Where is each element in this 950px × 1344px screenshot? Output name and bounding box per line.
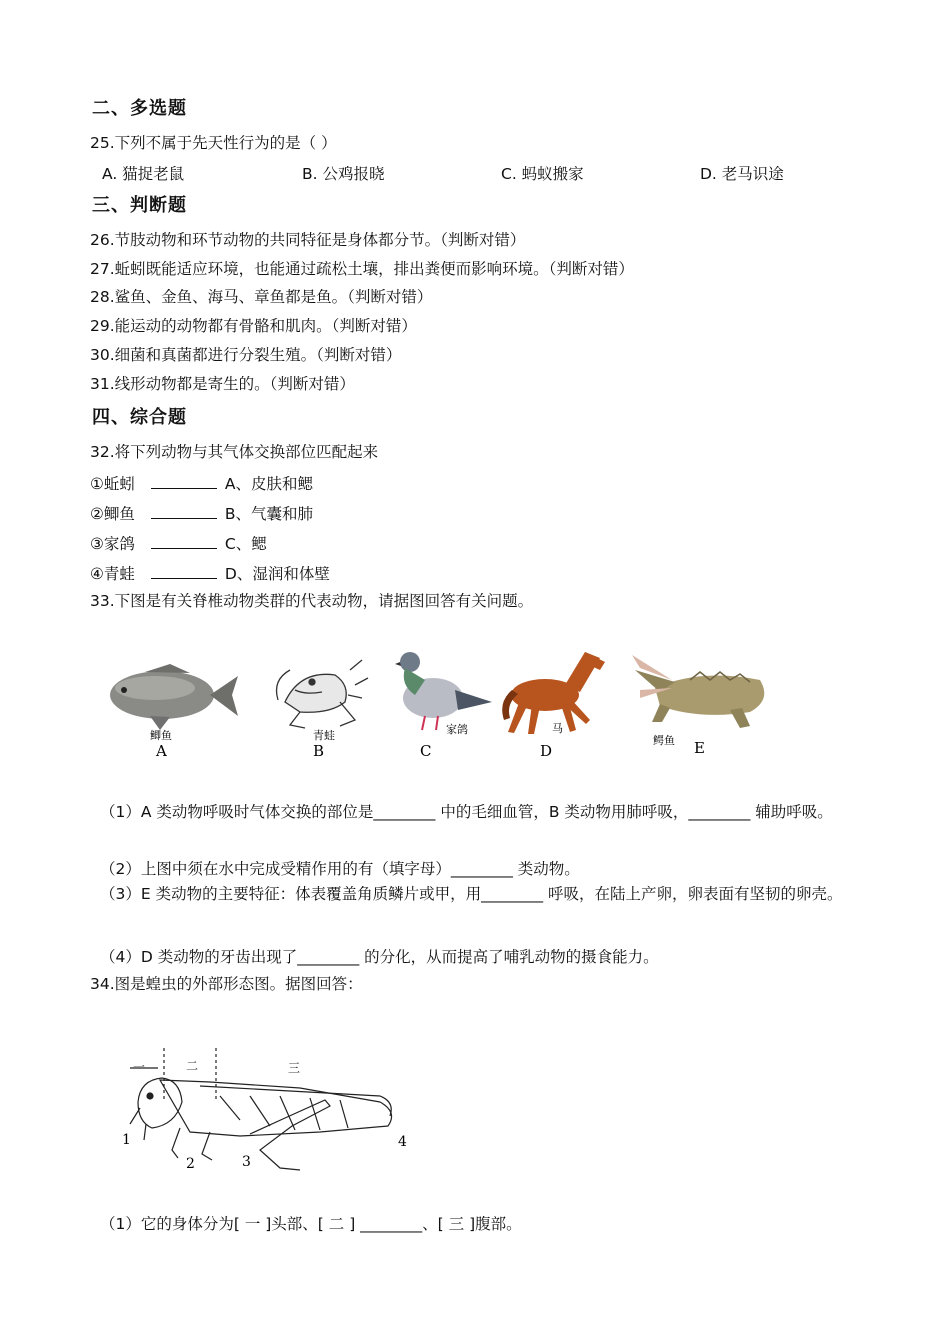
question-33-sub-3: （3）E 类动物的主要特征：体表覆盖角质鳞片或甲，用________ 呼吸，在陆上产卵，卵表面有坚韧的卵壳。 <box>100 885 843 903</box>
section-heading-multiple-choice: 二、多选题 <box>92 98 187 119</box>
region-label-head: 一 <box>133 1060 146 1074</box>
animal-caption: 家鸽 <box>446 723 468 736</box>
match-row-1 <box>90 472 313 494</box>
answer-blank[interactable] <box>151 504 217 519</box>
animal-letter: C <box>420 742 432 760</box>
grasshopper-figure <box>120 1040 420 1180</box>
region-label: 二 <box>186 1059 199 1073</box>
question-25-option-d: D. 老马识途 <box>700 165 784 183</box>
question-31: 31.线形动物都是寄生的。（判断对错） <box>90 375 355 393</box>
match-animal: ③家鸽 <box>90 535 135 553</box>
question-27: 27.蚯蚓既能适应环境，也能通过疏松土壤，排出粪便而影响环境。（判断对错） <box>90 260 634 278</box>
region-label: 三 <box>288 1061 301 1075</box>
match-row-3 <box>90 532 267 554</box>
match-part: B、气囊和肺 <box>224 505 314 523</box>
question-25-option-c: C. 蚂蚁搬家 <box>501 165 584 183</box>
match-animal: ②鲫鱼 <box>90 505 135 523</box>
animal-caption: 鳄鱼 <box>653 734 675 747</box>
section-heading-comprehensive: 四、综合题 <box>92 407 187 428</box>
question-29: 29.能运动的动物都有骨骼和肌肉。（判断对错） <box>90 317 417 335</box>
crocodile-illustration <box>632 655 764 728</box>
pigeon-illustration <box>395 652 492 730</box>
match-part: C、鳃 <box>224 535 267 553</box>
part-number: 3 <box>242 1154 251 1170</box>
question-25-stem: 25.下列不属于先天性行为的是（ ） <box>90 134 337 152</box>
animal-caption: 青蛙 <box>313 729 335 742</box>
question-34-stem: 34.图是蝗虫的外部形态图。据图回答： <box>90 975 363 993</box>
match-animal: ①蚯蚓 <box>90 475 135 493</box>
question-25-option-a: A. 猫捉老鼠 <box>102 165 185 183</box>
part-number: 4 <box>398 1134 407 1150</box>
part-number: 1 <box>122 1132 131 1148</box>
section-heading-true-false: 三、判断题 <box>92 195 187 216</box>
match-row-2 <box>90 502 313 524</box>
animal-caption: 鲫鱼 <box>150 729 172 742</box>
question-30: 30.细菌和真菌都进行分裂生殖。（判断对错） <box>90 346 402 364</box>
question-25-option-b: B. 公鸡报晓 <box>302 165 385 183</box>
answer-blank[interactable] <box>151 534 217 549</box>
animal-letter: B <box>313 742 325 760</box>
part-number: 2 <box>186 1156 195 1172</box>
question-34-sub-1: （1）它的身体分为[ 一 ]头部、[ 二 ] ________、[ 三 ]腹部。 <box>100 1215 522 1233</box>
match-row-4 <box>90 562 330 584</box>
question-26: 26.节肢动物和环节动物的共同特征是身体都分节。（判断对错） <box>90 231 526 249</box>
answer-blank[interactable] <box>151 474 217 489</box>
match-part: D、湿润和体壁 <box>224 565 330 583</box>
fish-illustration <box>110 664 238 730</box>
match-animal: ④青蛙 <box>90 565 135 583</box>
animal-letter: D <box>540 742 553 760</box>
question-33-sub-4: （4）D 类动物的牙齿出现了________ 的分化，从而提高了哺乳动物的摄食能力。 <box>100 948 659 966</box>
question-28: 28.鲨鱼、金鱼、海马、章鱼都是鱼。（判断对错） <box>90 288 433 306</box>
answer-blank[interactable] <box>151 564 217 579</box>
animal-letter: A <box>156 742 167 760</box>
animal-caption: 马 <box>552 722 563 735</box>
question-32-stem: 32.将下列动物与其气体交换部位匹配起来 <box>90 443 379 461</box>
question-33-stem: 33.下图是有关脊椎动物类群的代表动物，请据图回答有关问题。 <box>90 592 534 610</box>
vertebrate-figure <box>100 640 790 765</box>
frog-illustration <box>277 660 369 728</box>
animal-letter: E <box>694 739 705 757</box>
question-33-sub-1: （1）A 类动物呼吸时气体交换的部位是________ 中的毛细血管，B 类动物用肺呼吸，________ 辅助呼吸。 <box>100 803 833 821</box>
match-part: A、皮肤和鳃 <box>224 475 314 493</box>
question-33-sub-2: （2）上图中须在水中完成受精作用的有（填字母）________ 类动物。 <box>100 860 580 878</box>
grasshopper-illustration <box>130 1048 392 1170</box>
